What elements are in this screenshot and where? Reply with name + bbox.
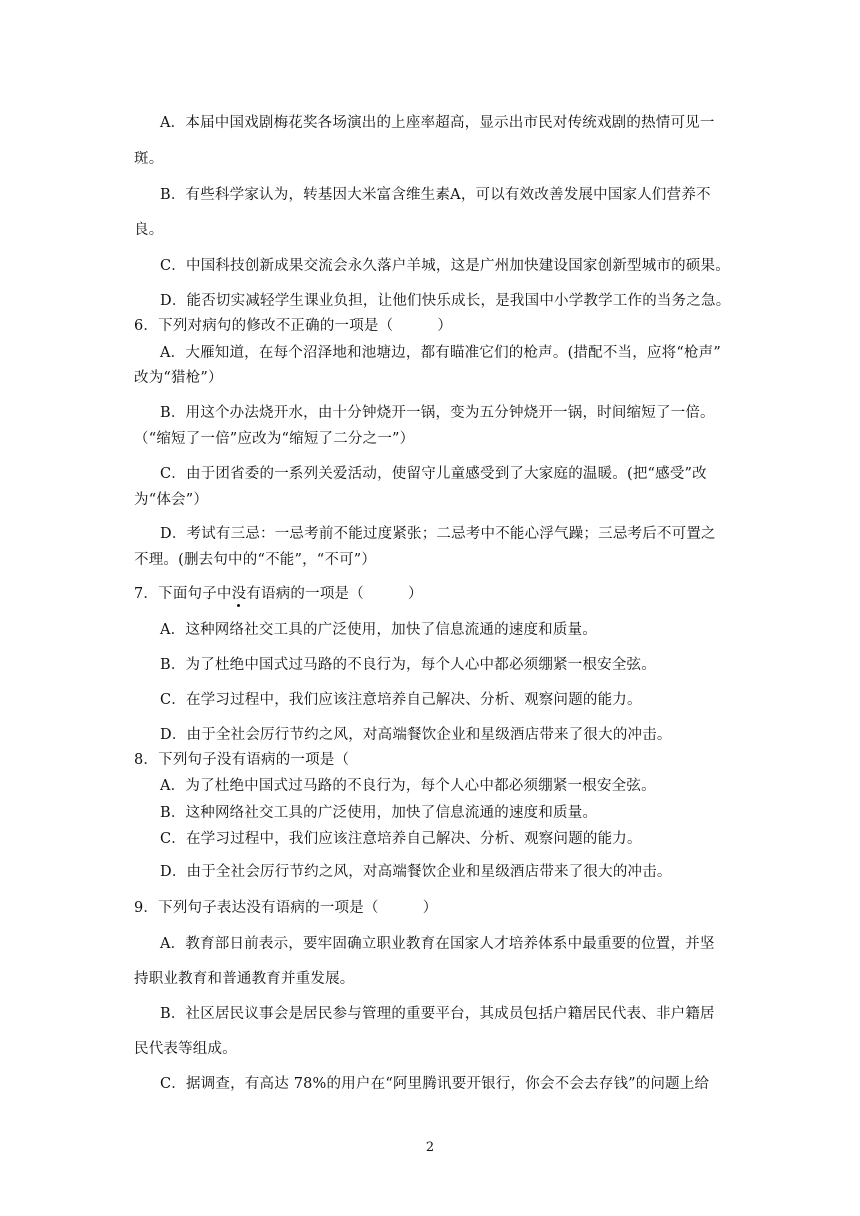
option-9a-line1: A．教育部日前表示，要牢固确立职业教育在国家人才培养体系中最重要的位置，并坚 [160,936,715,952]
option-6c-line2: 为“体会”） [134,492,209,508]
page-number: 2 [425,1140,435,1155]
option-8a: A．为了杜绝中国式过马路的不良行为，每个人心中都必须绷紧一根安全弦。 [160,778,656,794]
option-6d-line1: D．考试有三忌：一忌考前不能过度紧张；二忌考中不能心浮气躁；三忌考后不可置之 [160,526,716,542]
question-6-title: 6．下列对病句的修改不正确的一项是（ ） [134,318,453,334]
option-7b: B．为了杜绝中国式过马路的不良行为，每个人心中都必须绷紧一根安全弦。 [160,657,656,673]
option-6c-line1: C．由于团省委的一系列关爱活动，使留守儿童感受到了大家庭的温暖。(把“感受”改 [160,466,707,482]
question-9-title: 9．下列句子表达没有语病的一项是（ ） [134,900,438,916]
option-6a-line2: 改为“猎枪”） [134,370,223,386]
option-5a-line2: 斑。 [134,151,164,167]
option-7d: D．由于全社会厉行节约之风，对高端餐饮企业和星级酒店带来了很大的冲击。 [160,727,672,743]
option-8c: C．在学习过程中，我们应该注意培养自己解决、分析、观察问题的能力。 [160,831,642,847]
option-7a: A．这种网络社交工具的广泛使用，加快了信息流通的速度和质量。 [160,622,597,638]
option-7c: C．在学习过程中，我们应该注意培养自己解决、分析、观察问题的能力。 [160,692,642,708]
option-9b-line2: 民代表等组成。 [134,1041,237,1057]
option-5c: C．中国科技创新成果交流会永久落户羊城，这是广州加快建设国家创新型城市的硕果。 [160,258,730,274]
option-6b-line1: B．用这个办法烧开水，由十分钟烧开一锅，变为五分钟烧开一锅，时间缩短了一倍。 [160,405,715,421]
option-9a-line2: 持职业教育和普通教育并重发展。 [134,971,355,987]
option-9b-line1: B．社区居民议事会是居民参与管理的重要平台，其成员包括户籍居民代表、非户籍居 [160,1006,715,1022]
option-5d: D．能否切实减轻学生课业负担，让他们快乐成长，是我国中小学教学工作的当务之急。 [160,293,731,309]
question-8-title: 8．下列句子没有语病的一项是（ [134,752,350,768]
option-5b-line1: B．有些科学家认为，转基因大米富含维生素A，可以有效改善发展中国家人们营养不 [160,187,711,203]
option-6a-line1: A．大雁知道，在每个沼泽地和池塘边，都有瞄准它们的枪声。(措配不当，应将“枪声” [160,345,721,361]
option-6d-line2: 不理。(删去句中的“不能”，“不可”） [134,552,377,568]
option-8b: B．这种网络社交工具的广泛使用，加快了信息流通的速度和质量。 [160,805,598,821]
emphasis-dot: 没 [231,586,247,602]
question-7-title: 7．下面句子中没有语病的一项是（ ） [134,586,423,602]
option-6b-line2: （“缩短了一倍”应改为“缩短了二分之一”） [134,431,415,447]
option-5a-line1: A．本届中国戏剧梅花奖各场演出的上座率超高，显示出市民对传统戏剧的热情可见一 [160,115,715,131]
option-5b-line2: 良。 [134,222,164,238]
option-8d: D．由于全社会厉行节约之风，对高端餐饮企业和星级酒店带来了很大的冲击。 [160,864,672,880]
option-9c-line1: C．据调查，有高达 78%的用户在“阿里腾讯要开银行，你会不会去存钱”的问题上给 [160,1076,710,1092]
